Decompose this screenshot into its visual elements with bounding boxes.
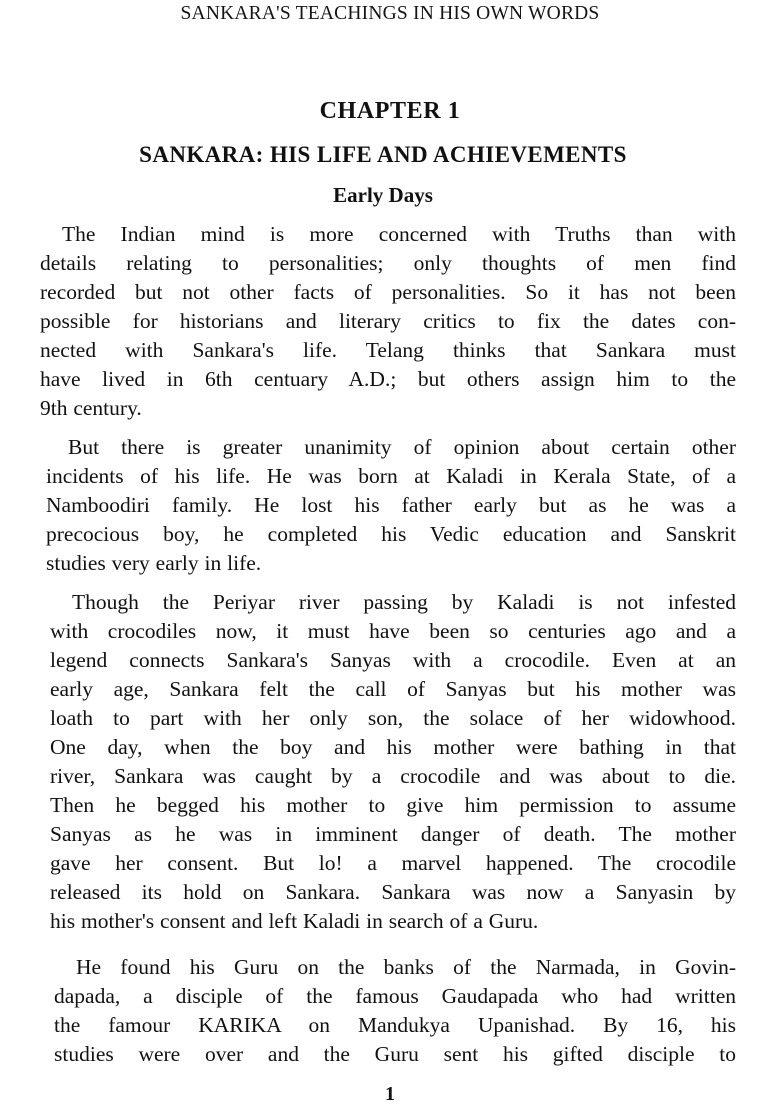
chapter-number: CHAPTER 1 (319, 98, 461, 124)
text-line: his mother's consent and left Kaladi in search of a Guru. (50, 909, 539, 933)
text-line: Sanyas as he was in imminent danger of death. The mother (50, 822, 736, 846)
text-line: loath to part with her only son, the solace of her widowhood. (50, 706, 736, 730)
text-line: studies very early in life. (46, 551, 262, 575)
text-line: with crocodiles now, it must have been so centuries ago and a (50, 619, 736, 643)
text-line: early age, Sankara felt the call of Sanyas but his mother was (50, 677, 736, 701)
text-line: possible for historians and literary critics to fix the dates con- (40, 309, 736, 333)
paragraph-4 (54, 953, 736, 1069)
text-line: He found his Guru on the banks of the Narmada, in Govin- (76, 955, 736, 979)
text-line: dapada, a disciple of the famous Gaudapada who had written (54, 984, 736, 1008)
text-line: details relating to personalities; only thoughts of men find (40, 251, 736, 275)
text-line: Then he begged his mother to give him permission to assume (50, 793, 736, 817)
text-line: gave her consent. But lo! a marvel happened. The crocodile (50, 851, 736, 875)
text-line: incidents of his life. He was born at Kaladi in Kerala State, of a (46, 464, 736, 488)
text-line: nected with Sankara's life. Telang thinks that Sankara must (40, 338, 736, 362)
paragraph-2 (46, 433, 736, 578)
chapter-title: SANKARA: HIS LIFE AND ACHIEVEMENTS (139, 142, 627, 167)
text-line: the famour KARIKA on Mandukya Upanishad. By 16, his (54, 1013, 736, 1037)
text-line: recorded but not other facts of personalities. So it has not been (40, 280, 736, 304)
text-line: Namboodiri family. He lost his father early but as he was a (46, 493, 736, 517)
paragraph-1 (40, 220, 736, 423)
running-head: SANKARA'S TEACHINGS IN HIS OWN WORDS (180, 3, 600, 24)
text-line: 9th century. (40, 396, 142, 420)
text-line: Though the Periyar river passing by Kaladi is not infested (72, 590, 736, 614)
paragraph-3 (50, 588, 736, 936)
text-line: The Indian mind is more concerned with Truths than with (62, 222, 736, 246)
text-line: But there is greater unanimity of opinion about certain other (68, 435, 736, 459)
text-line: released its hold on Sankara. Sankara was now a Sanyasin by (50, 880, 736, 904)
text-line: One day, when the boy and his mother were bathing in that (50, 735, 736, 759)
page-number: 1 (385, 1083, 395, 1105)
text-line: precocious boy, he completed his Vedic education and Sanskrit (46, 522, 736, 546)
text-line: studies were over and the Guru sent his gifted disciple to (54, 1042, 736, 1066)
text-line: legend connects Sankara's Sanyas with a crocodile. Even at an (50, 648, 736, 672)
section-title: Early Days (333, 183, 433, 207)
text-line: have lived in 6th centuary A.D.; but others assign him to the (40, 367, 736, 391)
text-line: river, Sankara was caught by a crocodile and was about to die. (50, 764, 736, 788)
